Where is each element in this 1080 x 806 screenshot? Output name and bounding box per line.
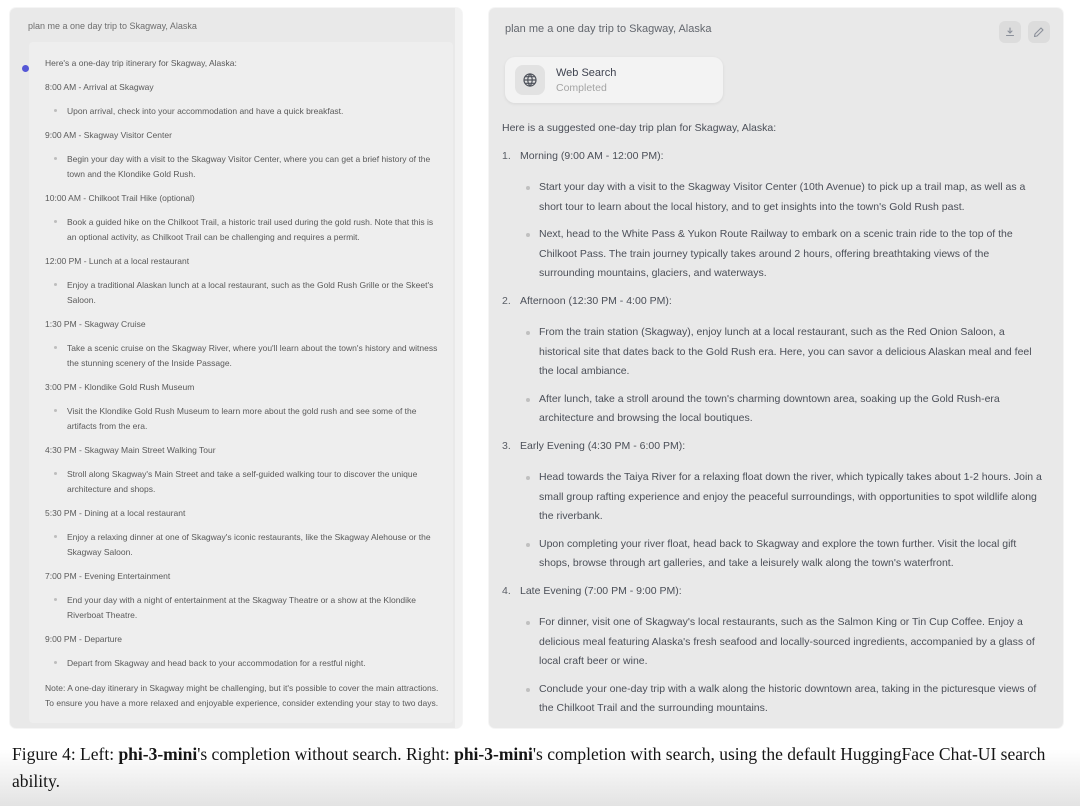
plan-bullet: Head towards the Taiya River for a relaxing float down the river, which typically takes about 1-2 hours. Join a small group rafting experience and enjoy the peaceful surroundings, with opportunities to spot wildlife along the riverbank. (526, 468, 1043, 527)
download-button[interactable] (999, 21, 1021, 43)
bullet-icon (54, 472, 57, 475)
bullet-icon (54, 109, 57, 112)
figure-caption (12, 741, 1070, 795)
plan-bullet: Upon completing your river float, head back to Skagway and explore the town further. Visit the local gift shops, browse through art galleries, and take a leisurely walk along the town's waterfront. (526, 535, 1043, 574)
itinerary-heading: 3:00 PM - Klondike Gold Rush Museum (45, 382, 195, 392)
plan-bullet: Next, head to the White Pass & Yukon Route Railway to embark on a scenic train ride to the top of the Chilkoot Pass. The train journey typically takes around 2 hours, offering breathtaking views of the surrounding mountains, glaciers, and waterways. (526, 225, 1043, 284)
itinerary-bullet: Stroll along Skagway's Main Street and take a self-guided walking tour to discover the unique architecture and shops. (45, 467, 441, 497)
chat-panel-without-search (10, 8, 462, 728)
bullet-icon (54, 346, 57, 349)
bullet-icon (526, 688, 530, 692)
bullet-icon (54, 157, 57, 160)
web-search-text (556, 67, 616, 94)
bullet-icon (54, 535, 57, 538)
bullet-icon (526, 331, 530, 335)
plan-bullet: From the train station (Skagway), enjoy lunch at a local restaurant, such as the Red Onion Saloon, a historical site that dates back to the Gold Rush era. Here, you can savor a delicious Alaskan meal and feel the local ambiance. (526, 323, 1043, 382)
plan-section-heading: 4. Late Evening (7:00 PM - 9:00 PM): (502, 582, 1043, 602)
itinerary-bullet: Upon arrival, check into your accommodation and have a quick breakfast. (45, 104, 441, 119)
itinerary-heading: 8:00 AM - Arrival at Skagway (45, 82, 154, 92)
web-search-title: Web Search (556, 66, 617, 79)
itinerary-note: Note: A one-day itinerary in Skagway might be challenging, but it's possible to cover the main attractions. To ensure you have a more relaxed and enjoyable experience, consider extending your stay to two days. (45, 683, 439, 708)
assistant-message (489, 103, 1063, 719)
caption-model-name: phi-3-mini (118, 744, 198, 764)
plan-section-bullets (502, 613, 1043, 719)
itinerary-heading: 9:00 PM - Departure (45, 634, 123, 644)
bullet-icon (54, 409, 57, 412)
caption-model-name: phi-3-mini (454, 744, 533, 764)
itinerary-heading: 5:30 PM - Dining at a local restaurant (45, 508, 186, 518)
itinerary-heading: 4:30 PM - Skagway Main Street Walking Tour (45, 445, 216, 455)
bullet-icon (526, 543, 530, 547)
itinerary-heading: 9:00 AM - Skagway Visitor Center (45, 130, 172, 140)
bullet-icon (54, 661, 57, 664)
itinerary-bullet: Enjoy a relaxing dinner at one of Skagway's iconic restaurants, like the Skagway Alehouse or the Skagway Saloon. (45, 530, 441, 560)
itinerary-bullet: Book a guided hike on the Chilkoot Trail, a historic trail used during the gold rush. Note that this is an optional activity, as Chilkoot Trail can be challenging and requires a permit. (45, 215, 441, 245)
list-number: 3. (502, 439, 511, 452)
plan-section-bullets (502, 468, 1043, 574)
bullet-icon (526, 398, 530, 402)
itinerary-intro: Here's a one-day trip itinerary for Skagway, Alaska: (45, 58, 237, 68)
list-number: 2. (502, 294, 511, 307)
plan-bullet: Start your day with a visit to the Skagway Visitor Center (10th Avenue) to pick up a trail map, as well as a short tour to learn about the local history, and to get insights into the town's Gold Rush past. (526, 178, 1043, 217)
itinerary-bullet: Visit the Klondike Gold Rush Museum to learn more about the gold rush and see some of the artifacts from the era. (45, 404, 441, 434)
plan-section-bullets (502, 323, 1043, 429)
message-toolbar (999, 21, 1050, 43)
edit-button[interactable] (1028, 21, 1050, 43)
plan-section-bullets (502, 178, 1043, 284)
pencil-icon (1033, 26, 1045, 38)
plan-bullet: For dinner, visit one of Skagway's local restaurants, such as the Salmon King or Tin Cup Coffee. Enjoy a delicious meal featuring Alaska's fresh seafood and locally-sourced ingredients, accompanied by a glass of local craft beer or wine. (526, 613, 1043, 672)
itinerary-heading: 12:00 PM - Lunch at a local restaurant (45, 256, 190, 266)
scrollbar-track[interactable] (455, 8, 462, 728)
bullet-icon (54, 220, 57, 223)
itinerary-bullet: Take a scenic cruise on the Skagway River, where you'll learn about the town's history and witness the stunning scenery of the Inside Passage. (45, 341, 441, 371)
plan-bullet: After lunch, take a stroll around the town's charming downtown area, soaking up the Gold Rush-era architecture and browsing the local boutiques. (526, 390, 1043, 429)
itinerary-bullet: Begin your day with a visit to the Skagway Visitor Center, where you can get a brief history of the town and the Klondike Gold Rush. (45, 152, 441, 182)
itinerary-heading: 1:30 PM - Skagway Cruise (45, 319, 146, 329)
list-number: 1. (502, 149, 511, 162)
user-prompt: plan me a one day trip to Skagway, Alaska (505, 23, 712, 35)
bullet-icon (54, 283, 57, 286)
assistant-avatar-dot (22, 65, 29, 72)
user-prompt: plan me a one day trip to Skagway, Alaska (28, 21, 197, 31)
bullet-icon (526, 233, 530, 237)
plan-section-heading: 3. Early Evening (4:30 PM - 6:00 PM): (502, 437, 1043, 457)
plan-bullet: Conclude your one-day trip with a walk along the historic downtown area, taking in the picturesque views of the Chilkoot Trail and the surrounding mountains. (526, 680, 1043, 719)
itinerary-bullet: Enjoy a traditional Alaskan lunch at a local restaurant, such as the Gold Rush Grille or the Skeet's Saloon. (45, 278, 441, 308)
caption-text: 's completion with search, using the default HuggingFace Chat-UI search ability. (12, 744, 1046, 791)
download-icon (1004, 26, 1016, 38)
web-search-status: Completed (556, 81, 607, 94)
list-number: 4. (502, 584, 511, 597)
bullet-icon (526, 476, 530, 480)
bullet-icon (54, 598, 57, 601)
plan-intro: Here is a suggested one-day trip plan for Skagway, Alaska: (502, 122, 777, 134)
itinerary-bullet: End your day with a night of entertainment at the Skagway Theatre or a show at the Klondike Riverboat Theatre. (45, 593, 441, 623)
itinerary-heading: 7:00 PM - Evening Entertainment (45, 571, 171, 581)
plan-section-heading: 2. Afternoon (12:30 PM - 4:00 PM): (502, 292, 1043, 312)
bullet-icon (526, 186, 530, 190)
itinerary-heading: 10:00 AM - Chilkoot Trail Hike (optional) (45, 193, 195, 203)
globe-icon (515, 65, 545, 95)
web-search-card[interactable] (505, 57, 723, 103)
bullet-icon (526, 621, 530, 625)
assistant-message (29, 42, 453, 723)
caption-text: 's completion without search. Right: (197, 744, 455, 764)
chat-panel-with-search (489, 8, 1063, 728)
caption-text: Figure 4: Left: (12, 744, 119, 764)
itinerary-bullet: Depart from Skagway and head back to your accommodation for a restful night. (45, 656, 441, 671)
plan-section-heading: 1. Morning (9:00 AM - 12:00 PM): (502, 147, 1043, 167)
